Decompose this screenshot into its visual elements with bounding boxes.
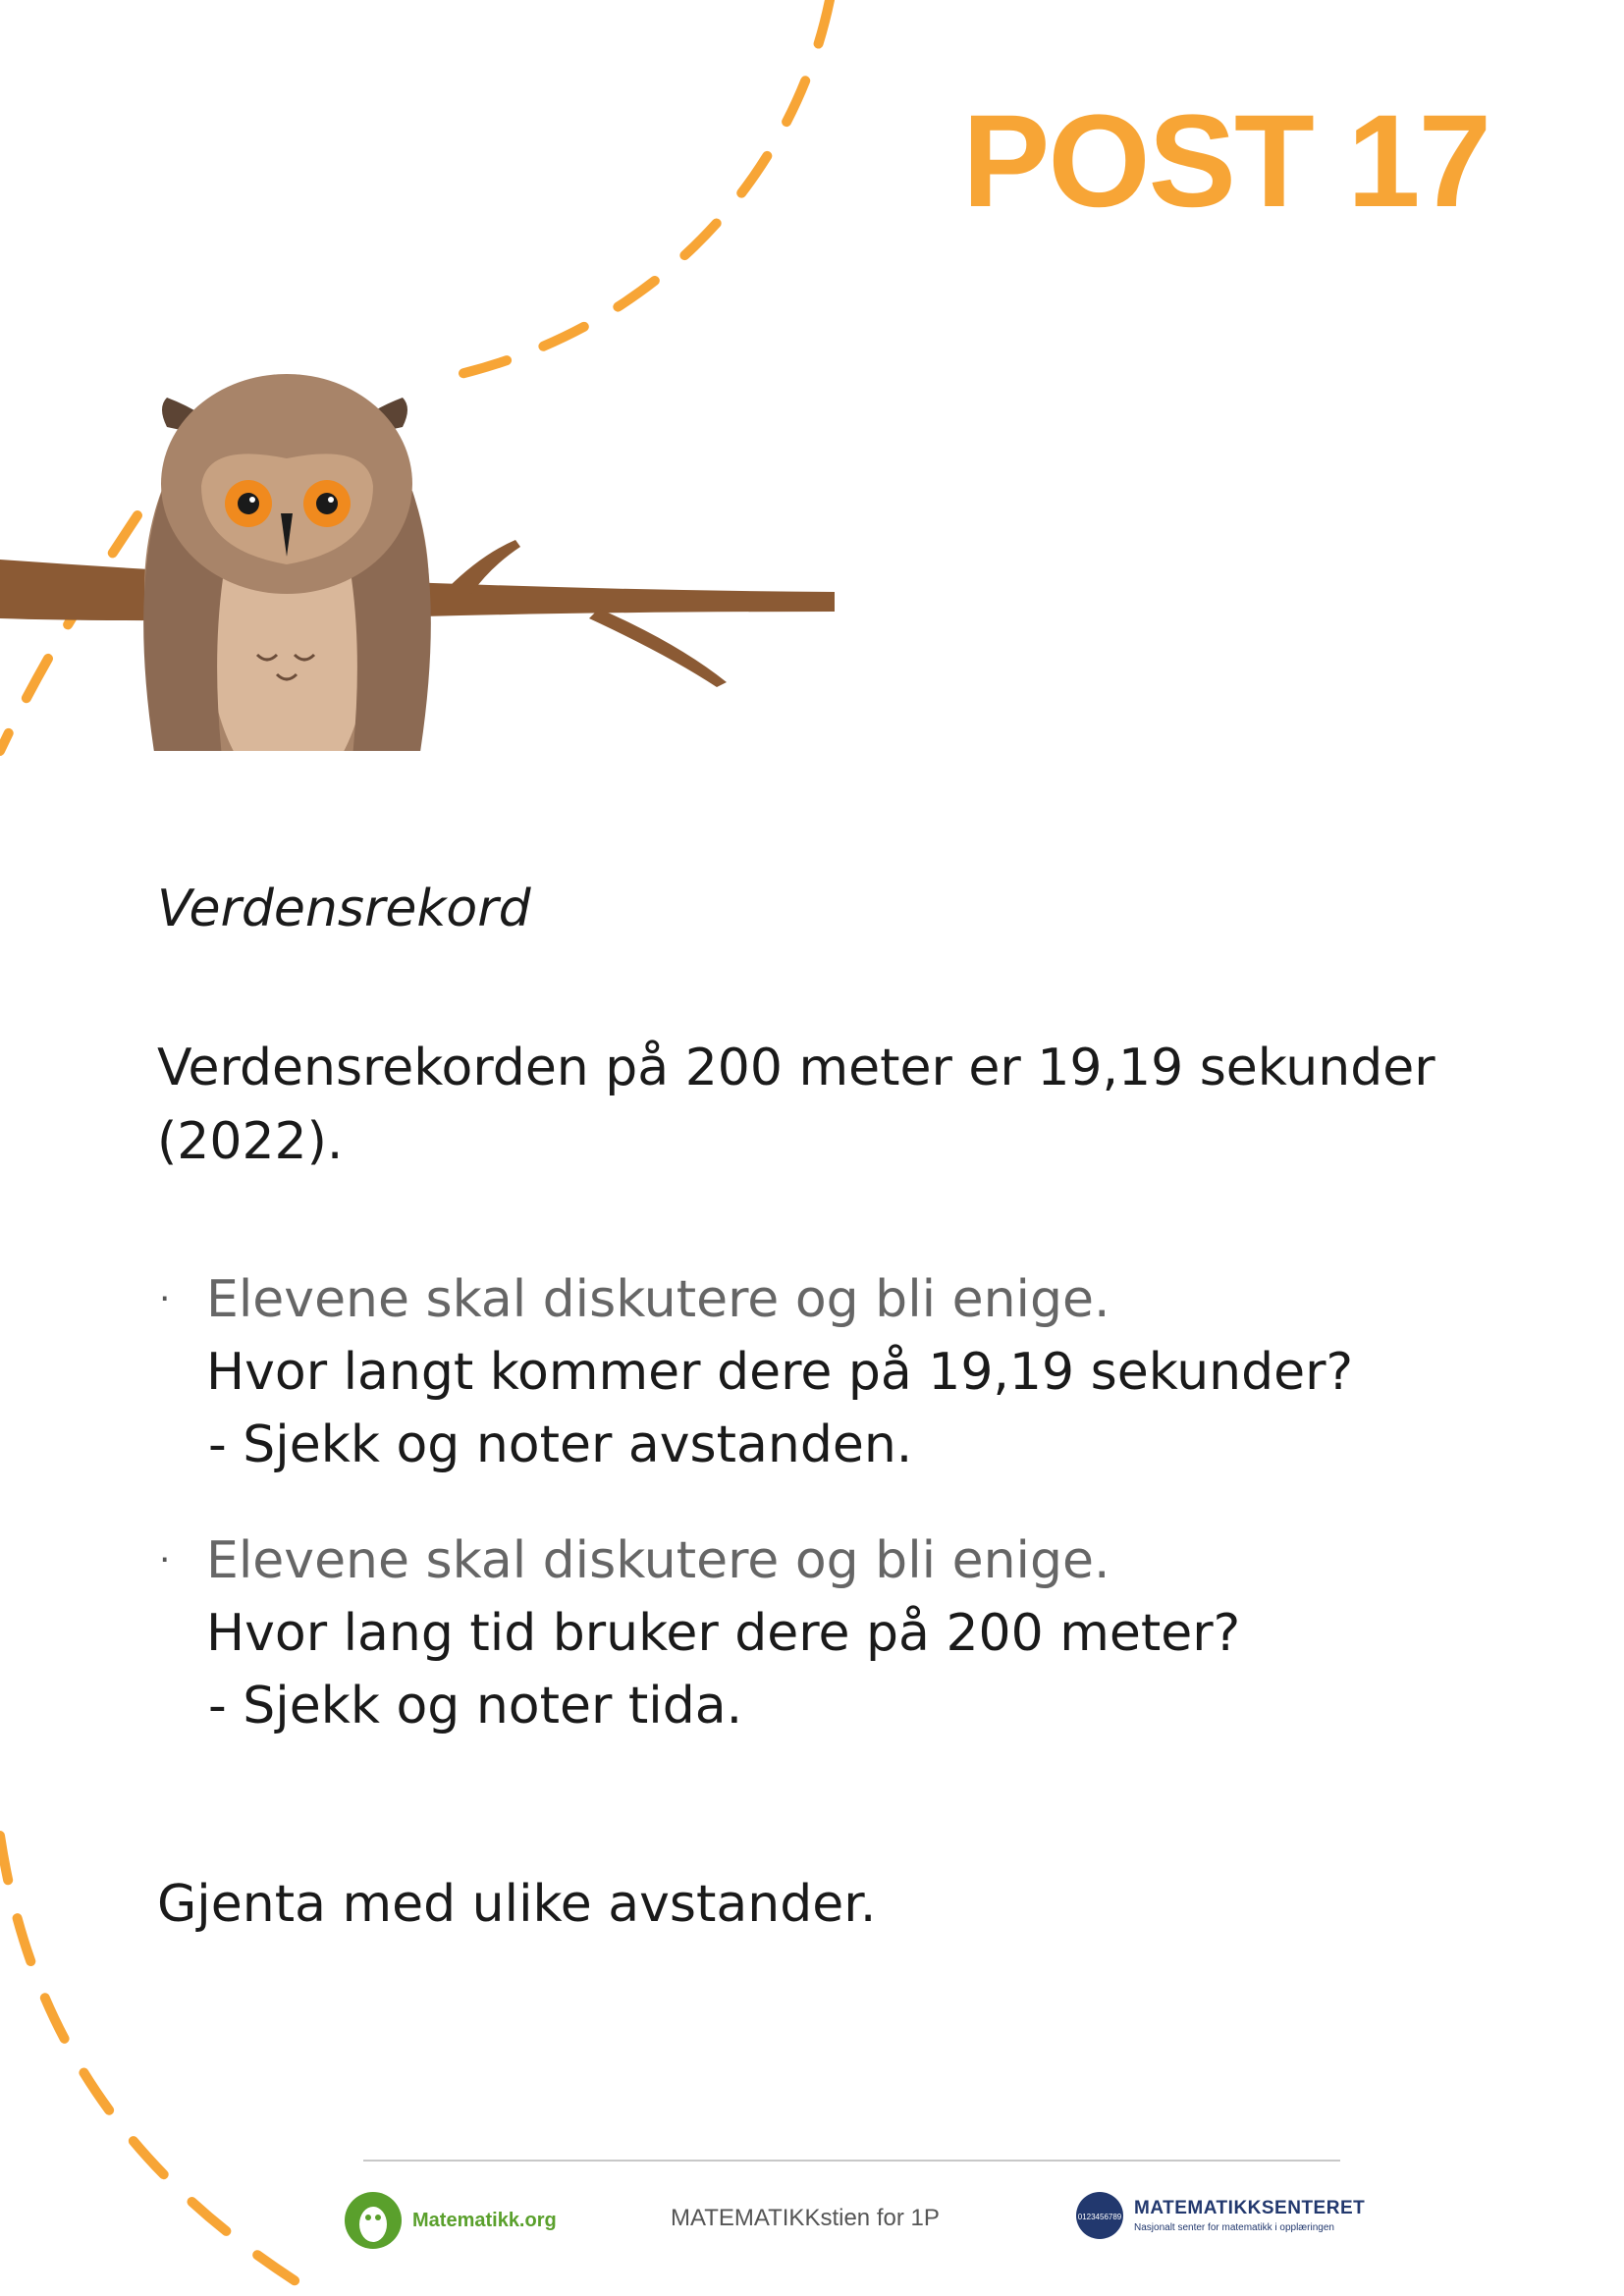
matematikk-org-logo: [344, 2191, 557, 2250]
task-intro: Verdensrekorden på 200 meter er 19,19 sekunder (2022).: [157, 1039, 1435, 1172]
task-action: - Sjekk og noter tida.: [208, 1677, 743, 1736]
task-item-distance: [157, 1263, 1473, 1481]
matematikk-org-label: Matematikk.org: [412, 2209, 557, 2231]
matematikksenteret-label: MATEMATIKKSENTERET: [1134, 2198, 1366, 2218]
task-lead: Elevene skal diskutere og bli enige.: [206, 1270, 1110, 1330]
task-question: Hvor lang tid bruker dere på 200 meter?: [206, 1604, 1241, 1664]
footer-center-text: MATEMATIKKstien for 1P: [671, 2205, 940, 2231]
task-question: Hvor langt kommer dere på 19,19 sekunder?: [206, 1343, 1354, 1403]
post-title: POST 17: [962, 88, 1490, 235]
task-content: [157, 879, 1473, 1941]
owl-logo-icon: [344, 2191, 403, 2250]
number-circle-logo-icon: [1075, 2191, 1124, 2240]
owl-on-branch-illustration: [0, 201, 844, 751]
task-subtitle: Verdensrekord: [157, 880, 531, 938]
matematikksenteret-tagline: Nasjonalt senter for matematikk i opplæringen: [1134, 2222, 1334, 2233]
bullet-dot-icon: ·: [159, 1279, 171, 1320]
bullet-dot-icon: ·: [159, 1540, 171, 1581]
task-action: - Sjekk og noter avstanden.: [208, 1415, 913, 1475]
logo-digits: 0123456789: [1077, 2213, 1122, 2221]
task-item-time: [157, 1524, 1473, 1742]
repeat-instruction: Gjenta med ulike avstander.: [157, 1875, 877, 1935]
task-lead: Elevene skal diskutere og bli enige.: [206, 1531, 1110, 1591]
matematikksenteret-logo: [1075, 2191, 1365, 2240]
footer-divider: [363, 2160, 1340, 2162]
